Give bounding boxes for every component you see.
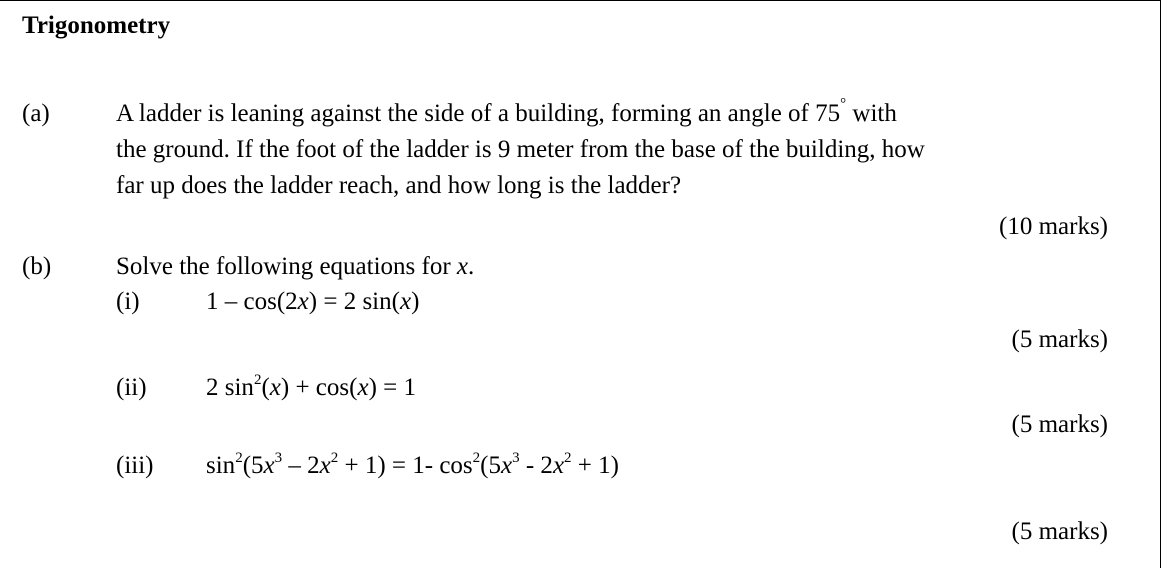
part-a-label: (a) bbox=[22, 100, 50, 127]
part-b-variable: x bbox=[456, 253, 469, 280]
subpart-iii-equation: $\sin^2(5x^3 - 2x^2 + 1) = 1-$ $\cos^2(5x^3 - 2x^2 + 1)$ bbox=[206, 450, 619, 479]
part-a-line-3: far up does the ladder reach, and how long is the ladder? bbox=[116, 172, 682, 199]
subpart-ii-marks: (5 marks) bbox=[1011, 411, 1108, 438]
subpart-i-marks: (5 marks) bbox=[1011, 326, 1108, 353]
subpart-iii-marks: (5 marks) bbox=[1011, 518, 1108, 545]
subpart-i-label: (i) bbox=[116, 288, 140, 315]
part-b-instruction-text: Solve the following equations for bbox=[116, 253, 457, 280]
part-a-line-1-end: with bbox=[846, 100, 897, 127]
subpart-iii-label: (iii) bbox=[116, 452, 154, 479]
part-b-instruction bbox=[116, 249, 474, 285]
part-b-instruction-end: . bbox=[468, 253, 475, 280]
part-a-line-1-text: A ladder is leaning against the side of a building, forming an angle of 75 bbox=[116, 100, 841, 127]
part-a-marks: (10 marks) bbox=[999, 213, 1108, 240]
section-title: Trigonometry bbox=[22, 12, 171, 39]
subpart-i-equation: 1 – cos(2x) = 2 sin(x) bbox=[206, 288, 420, 315]
subpart-ii-label: (ii) bbox=[116, 374, 147, 401]
part-a-line-1 bbox=[116, 96, 897, 132]
part-a-line-2: the ground. If the foot of the ladder is 9 meter from the base of the building, how bbox=[116, 136, 925, 163]
subpart-ii-equation: 2 $\sin^2(x) + \cos(x) = 1$ bbox=[206, 372, 416, 401]
degree-symbol: ° bbox=[840, 96, 847, 112]
part-b-label: (b) bbox=[22, 253, 52, 280]
